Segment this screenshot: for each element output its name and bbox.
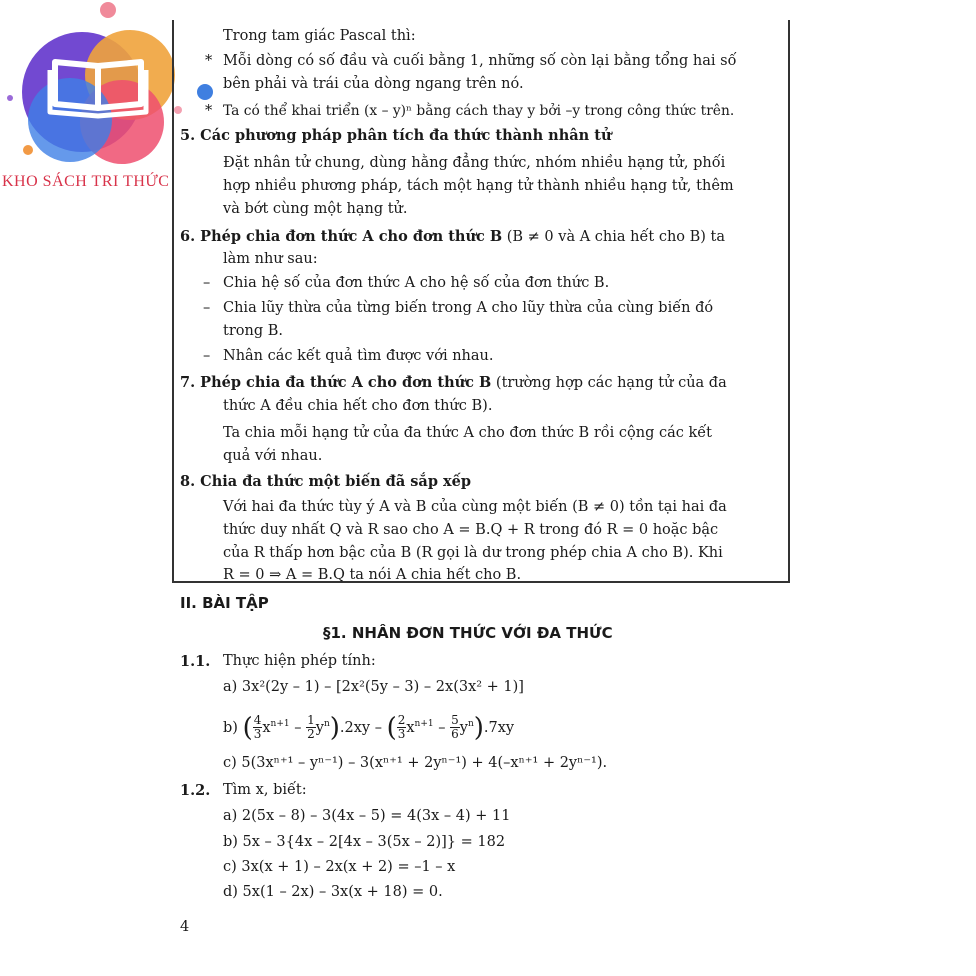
section-6-title-rest: (B ≠ 0 và A chia hết cho B) ta <box>506 229 726 245</box>
section-6-step-2-cont: trong B. <box>223 323 283 339</box>
section-6-step-2: Chia lũy thừa của từng biến trong A cho lũy thừa của cùng biến đó <box>223 300 714 316</box>
section-6-title-cont: làm như sau: <box>223 251 318 267</box>
pascal-intro: Trong tam giác Pascal thì: <box>223 28 416 44</box>
exercise-1-2-c: c) 3x(x + 1) – 2x(x + 2) = –1 – x <box>223 859 456 875</box>
exercise-1-1-text: Thực hiện phép tính: <box>223 653 376 669</box>
exercise-1-2-number: 1.2. <box>180 782 211 799</box>
section-8-line-1: Với hai đa thức tùy ý A và B của cùng một biến (B ≠ 0) tồn tại hai đa <box>223 499 727 515</box>
exercise-1-2-b: b) 5x – 3{4x – 2[4x – 3(5x – 2)]} = 182 <box>223 834 506 850</box>
section-8-line-2: thức duy nhất Q và R sao cho A = B.Q + R trong đó R = 0 hoặc bậc <box>223 522 719 538</box>
section-5-line-3: và bớt cùng một hạng tử. <box>223 201 408 217</box>
bullet-dash: – <box>203 300 211 316</box>
section-6-title: 6. Phép chia đơn thức A cho đơn thức B <box>180 228 503 245</box>
exercises-heading: II. BÀI TẬP <box>180 594 269 612</box>
section-5-line-1: Đặt nhân tử chung, dùng hằng đẳng thức, nhóm nhiều hạng tử, phối <box>223 155 726 171</box>
bullet-star: * <box>205 103 213 119</box>
brand-name: KHO SÁCH TRI THỨC <box>2 173 170 190</box>
exercise-1-1-b-label: b) <box>223 719 238 736</box>
section-5-title: 5. Các phương pháp phân tích đa thức thành nhân tử <box>180 127 612 144</box>
pascal-bullet-1: Mỗi dòng có số đầu và cuối bằng 1, những số còn lại bằng tổng hai số <box>223 53 737 69</box>
bullet-star: * <box>205 53 213 69</box>
section-6-step-3: Nhân các kết quả tìm được với nhau. <box>223 348 494 364</box>
bullet-dash: – <box>203 275 211 291</box>
section-7-line-1: Ta chia mỗi hạng tử của đa thức A cho đơn thức B rồi cộng các kết <box>223 425 712 441</box>
section-8-title: 8. Chia đa thức một biến đã sắp xếp <box>180 473 472 490</box>
section-8-line-3: của R thấp hơn bậc của B (R gọi là dư trong phép chia A cho B). Khi <box>223 545 723 561</box>
exercise-1-2-text: Tìm x, biết: <box>223 782 307 798</box>
section-6-step-1: Chia hệ số của đơn thức A cho hệ số của đơn thức B. <box>223 275 610 291</box>
exercise-1-1-b: b) ( $\frac{4}{3}$ $x^{n+1}$ – $\frac{1}{2}$ $y^n).2xy$ – ( $\frac{2}{3}$ $x^{n+1}$ – $\frac{5}{6}$ $y^n).7xy$ <box>223 712 515 743</box>
section-7-line-2: quả với nhau. <box>223 448 323 464</box>
pascal-bullet-1-cont: bên phải và trái của dòng ngang trên nó. <box>223 76 524 92</box>
lesson-title: §1. NHÂN ĐƠN THỨC VỚI ĐA THỨC <box>323 624 613 642</box>
exercise-1-1-number: 1.1. <box>180 653 211 670</box>
pascal-bullet-2: Ta có thể khai triển (x – y)ⁿ bằng cách thay y bởi –y trong công thức trên. <box>223 103 735 119</box>
section-8-line-4: R = 0 ⇒ A = B.Q ta nói A chia hết cho B. <box>223 567 522 583</box>
exercise-1-2-a: a) 2(5x – 8) – 3(4x – 5) = 4(3x – 4) + 11 <box>223 808 511 824</box>
section-7-title-line <box>180 371 727 396</box>
section-6-title-line <box>180 225 725 250</box>
exercise-1-1-c: c) 5(3xⁿ⁺¹ – yⁿ⁻¹) – 3(xⁿ⁺¹ + 2yⁿ⁻¹) + 4(–xⁿ⁺¹ + 2yⁿ⁻¹). <box>223 755 608 771</box>
section-7-title: 7. Phép chia đa thức A cho đơn thức B <box>180 374 492 391</box>
section-7-title-cont: thức A đều chia hết cho đơn thức B). <box>223 398 493 414</box>
page-number: 4 <box>180 919 190 935</box>
bullet-dash: – <box>203 348 211 364</box>
section-7-title-rest: (trường hợp các hạng tử của đa <box>495 375 727 391</box>
section-5-line-2: hợp nhiều phương pháp, tách một hạng tử thành nhiều hạng tử, thêm <box>223 178 734 194</box>
exercise-1-1-a: a) 3x²(2y – 1) – [2x²(5y – 3) – 2x(3x² + 1)] <box>223 679 524 695</box>
exercise-1-2-d: d) 5x(1 – 2x) – 3x(x + 18) = 0. <box>223 884 443 900</box>
